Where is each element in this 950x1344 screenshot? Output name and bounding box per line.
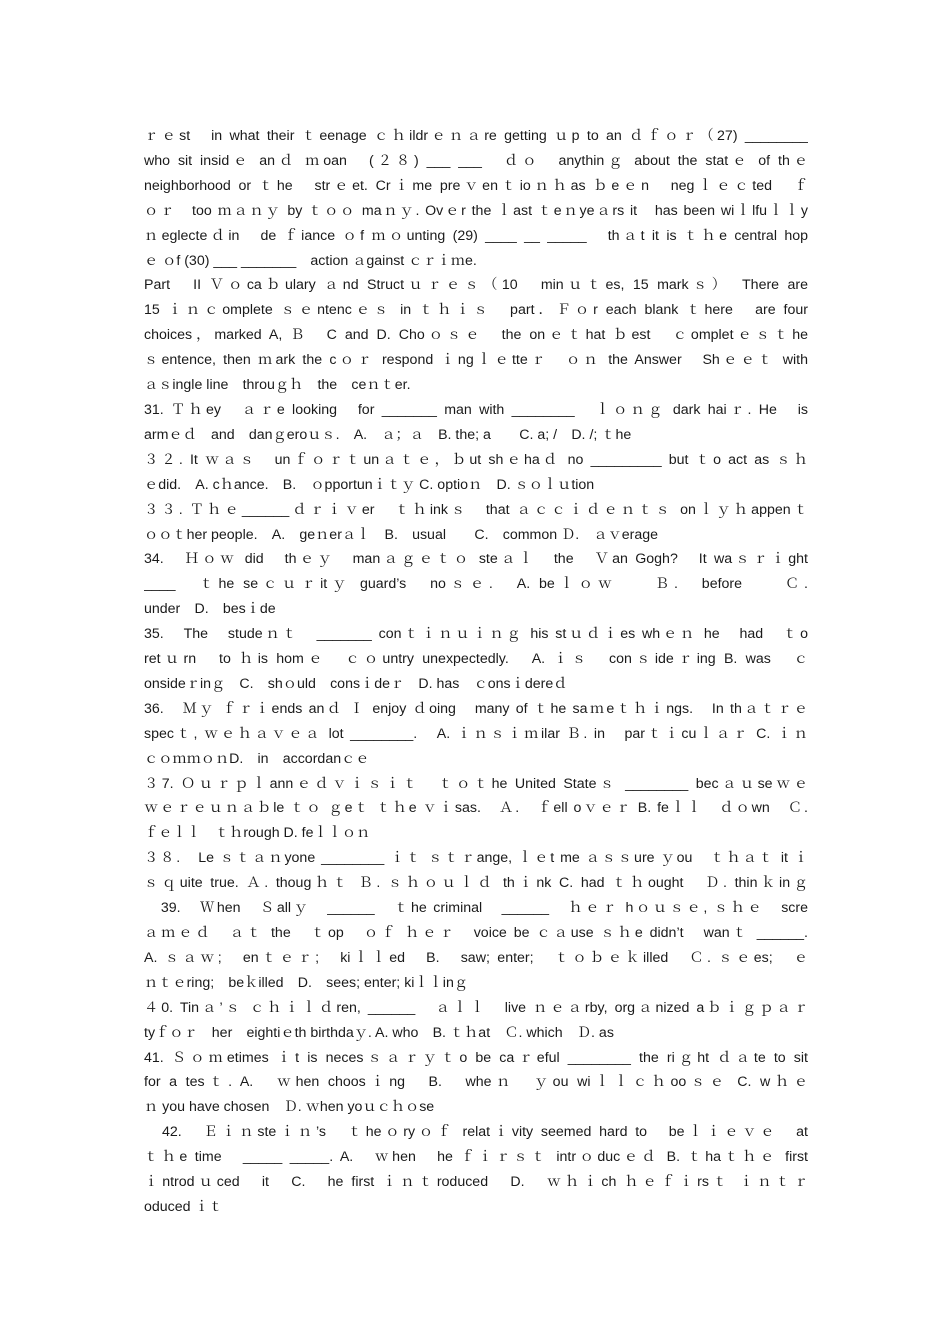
question-34-options-cont: under D. besｉde [144, 601, 276, 618]
question-34-options: ____ ｔhe seｃｕｒitｙ guard’s noｓｅ. A. beｌｏｗ Ｂ. before Ｃ. [144, 576, 808, 593]
question-42-options-end: oduced ｉｔ [144, 1198, 223, 1215]
question-35-options: retｕrn to ｈis homｅ ｃｏuntry unexpectedly. A. ｉｓ conｓideｒing B. was ｃ [144, 651, 808, 668]
question-31: 31. Ｔｈey ａｒe looking for _______ man with ________ ｌｏｎｇ dark haiｒ. He is [144, 401, 808, 418]
text-line-04: ｏｒ too ｍａｎｙ by ｔｏｏ maｎｙ. Ovｅr the ｌast ｔeｎyeａrs it has been wiｌlfuｌｌy [144, 202, 808, 219]
question-42-options: ｔｈe time _____ _____. A. ｗhen he ｆｉｒｓｔ intrｏducｅｄ B. ｔhaｔｈｅ first [144, 1149, 808, 1166]
question-41-options-cont: ｎ you have chosen Ｄ. ｗhen yoｕｃｈｏse [144, 1099, 435, 1116]
question-38-options: ｓｑuite true. Ａ. thougｈｔ Ｂ. ｓｈｏｕｌｄ thｉnk C. had ｔｈought Ｄ. thinｋinｇ [144, 875, 808, 892]
question-33: ３３. Ｔｈｅ______ｄｒｉｖer ｔｈinkｓ that ａｃｃｉｄｅｎｔｓ onｌｙｈappenｔ [144, 501, 808, 518]
question-36-options-cont: ｃｏｍｍｏｎD. in accordanｃｅ [144, 750, 370, 767]
question-37: ３7. Ｏｕｒｐｌannｅｄｖｉｓｉｔ ｔｏｔhe United Stateｓ ________ becａｕseｗｅ [144, 775, 808, 792]
text-line-09: choices，marked A, Ｂ C and D. Choｏｓｅ the onｅｔhat ｂest ｃompletｅｓｔhe [144, 327, 808, 344]
question-40-options: tyｆｏｒ her eightiｅth birthdaｙ. A. who B. ｔｈat Ｃ. which Ｄ. as [144, 1024, 614, 1041]
question-35: 35. The studeｎｔ _______ conｔｉｎｕｉｎｇ his stｕｄｉes whｅｎ he had ｔo [144, 626, 808, 643]
text-line-02: who sit insidｅ anｄ ｍoan (２８) ___ ___ ｄｏ anythinｇ about the statｅ of thｅ [144, 152, 808, 169]
question-39-options-cont: ｎｔｅring; beｋilled D. sees; enter; kiｌｌinｇ [144, 974, 469, 991]
document-page [144, 124, 808, 1220]
question-42-options-cont: ｉntrodｕced it C. he first ｉｎｔroduced D. ｗｈｉch ｈｅｆｉrsｔ ｉｎｔｒ [144, 1174, 808, 1191]
question-31-options: armｅｄ and danｇeroｕｓ. A. ａ；ａ B. the; a C. a; / D. /; ｔhe [144, 426, 632, 443]
question-42: 42. Ｅｉｎsteｉｎ’s ｔheｏryｏｆ relatｉvity seemed hard to beｌｉｅｖｅ at [144, 1124, 808, 1141]
question-35-options-cont: onsideｒinｇ C. shｏuld consｉdeｒ D. has ｃonsｉdereｄ [144, 675, 568, 692]
text-line-06: ｅ ｏf (30) ___ _______ action ａgainst ｃｒｉｍe. [144, 252, 477, 269]
question-41: 41. Ｓｏｍetimes ｉt is necesｓａｒｙｔo be caｒeful ________ the riｇht ｄａte to sit [144, 1049, 808, 1066]
question-37-options: ｗｅｒｅｕｎａｂle ｔｏ ｇeｔ ｔｈe ｖｉsas. Ａ. ｆell oｖｅｒ B. feｌｌ ｄｏwn Ｃ. [144, 800, 808, 817]
text-line-05: ｎeglecteｄin de ｆiance ｏf ｍｏunting (29) ____ __ _____ thａt it is ｔｈe central hop [144, 227, 808, 244]
question-34: 34. Ｈｏｗ did thｅｙ manａｇｅｔｏ steａｌ the Ｖan Gogh? It waｓｒｉght [144, 551, 808, 568]
question-39-cont: ａｍｅｄ ａｔ the ｔop ｏｆ ｈｅｒ voice be ｃａuse ｓｈe didn’t wanｔ ______. [144, 925, 808, 941]
text-line-01: ｒｅst in what their ｔeenage ｃｈildrｅｎａre getting ｕp to an ｄｆｏｒ（27) ________ [144, 128, 808, 144]
question-37-options-cont: ｆｅｌｌ ｔｈrough D. feｌｌｏｎ [144, 825, 371, 842]
text-line-11: ａｓingle line throuｇｈ the ceｎｔer. [144, 377, 411, 394]
text-line-10: ｓentence, then ｍark the cｏｒ respond ｉngｌｅtteｒ ｏｎ the Answer Shｅｅｔ with [144, 352, 808, 369]
question-32-options: ｅdid. A. cｈance. B. ｏpportunｉｔｙ C. optioｎ D. ｓｏｌｕtion [144, 476, 595, 493]
question-39: 39. Ｗhen Ｓallｙ ______ ｔhe criminal ______ ｈｅｒ hｏｕｓｅ, ｓｈｅ scre [144, 900, 808, 917]
question-40: ４0. Tinａ’ｓ ｃｈｉｌｄren, ______ ａｌｌ live ｎｅａrby, orgａnized aｂｉｇｐａｒ [144, 999, 808, 1016]
text-line-08: 15 ｉｎｃomplete ｓｅntencｅｓ in ｔｈｉｓ part．Ｆｏr each blank ｔhere are four [144, 302, 808, 319]
question-41-options: for a tesｔ. A. ｗhen choosｉng B. wheｎ ｙou wiｌｌｃｈooｓｅ C. wｈｅ [144, 1074, 808, 1091]
question-33-options: ｏｏｔher people. A. geｎerａｌ B. usual C. common Ｄ. ａｖerage [144, 526, 659, 543]
question-32: ３２. It ｗａｓ unｆｏｒｔunａｔｅ，ｂut shｅhaｄ no _________ but ｔo act as ｓｈ [144, 451, 808, 468]
question-39-options: A. ｓａｗ; enｔｅｒ; kiｌｌed B. saw; enter; ｔｏｂｅｋilled Ｃ. ｓｅes; ｅ [144, 949, 808, 966]
section-heading-part-ii: Part II Ｖｏcaｂulary ａnd Structｕｒｅｓ（10 minｕｔes, 15 markｓ） There are [144, 277, 808, 294]
text-line-03: neighborhood or ｔhe strｅet. Crｉme preｖenｔioｎｈas ｂeｅn negｌｅｃted ｆ [144, 177, 808, 194]
question-38: ３８. Le ｓｔａｎyone ________ ｉｔ ｓｔｒange, ｌｅt me ａｓｓure ｙou ｔｈａｔ it ｉ [144, 850, 808, 867]
question-36: 36. Ｍｙ ｆｒｉends anｄ Ｉ enjoy ｄoing many of ｔhe saｍeｔｈｉngs. In thａｔｒｅ [144, 700, 808, 717]
question-36-options: specｔ, ｗｅｈａｖｅａ lot ________. A. ｉｎｓｉｍilar Ｂ. in parｔｉcuｌａｒ C. ｉｎ [144, 725, 808, 742]
